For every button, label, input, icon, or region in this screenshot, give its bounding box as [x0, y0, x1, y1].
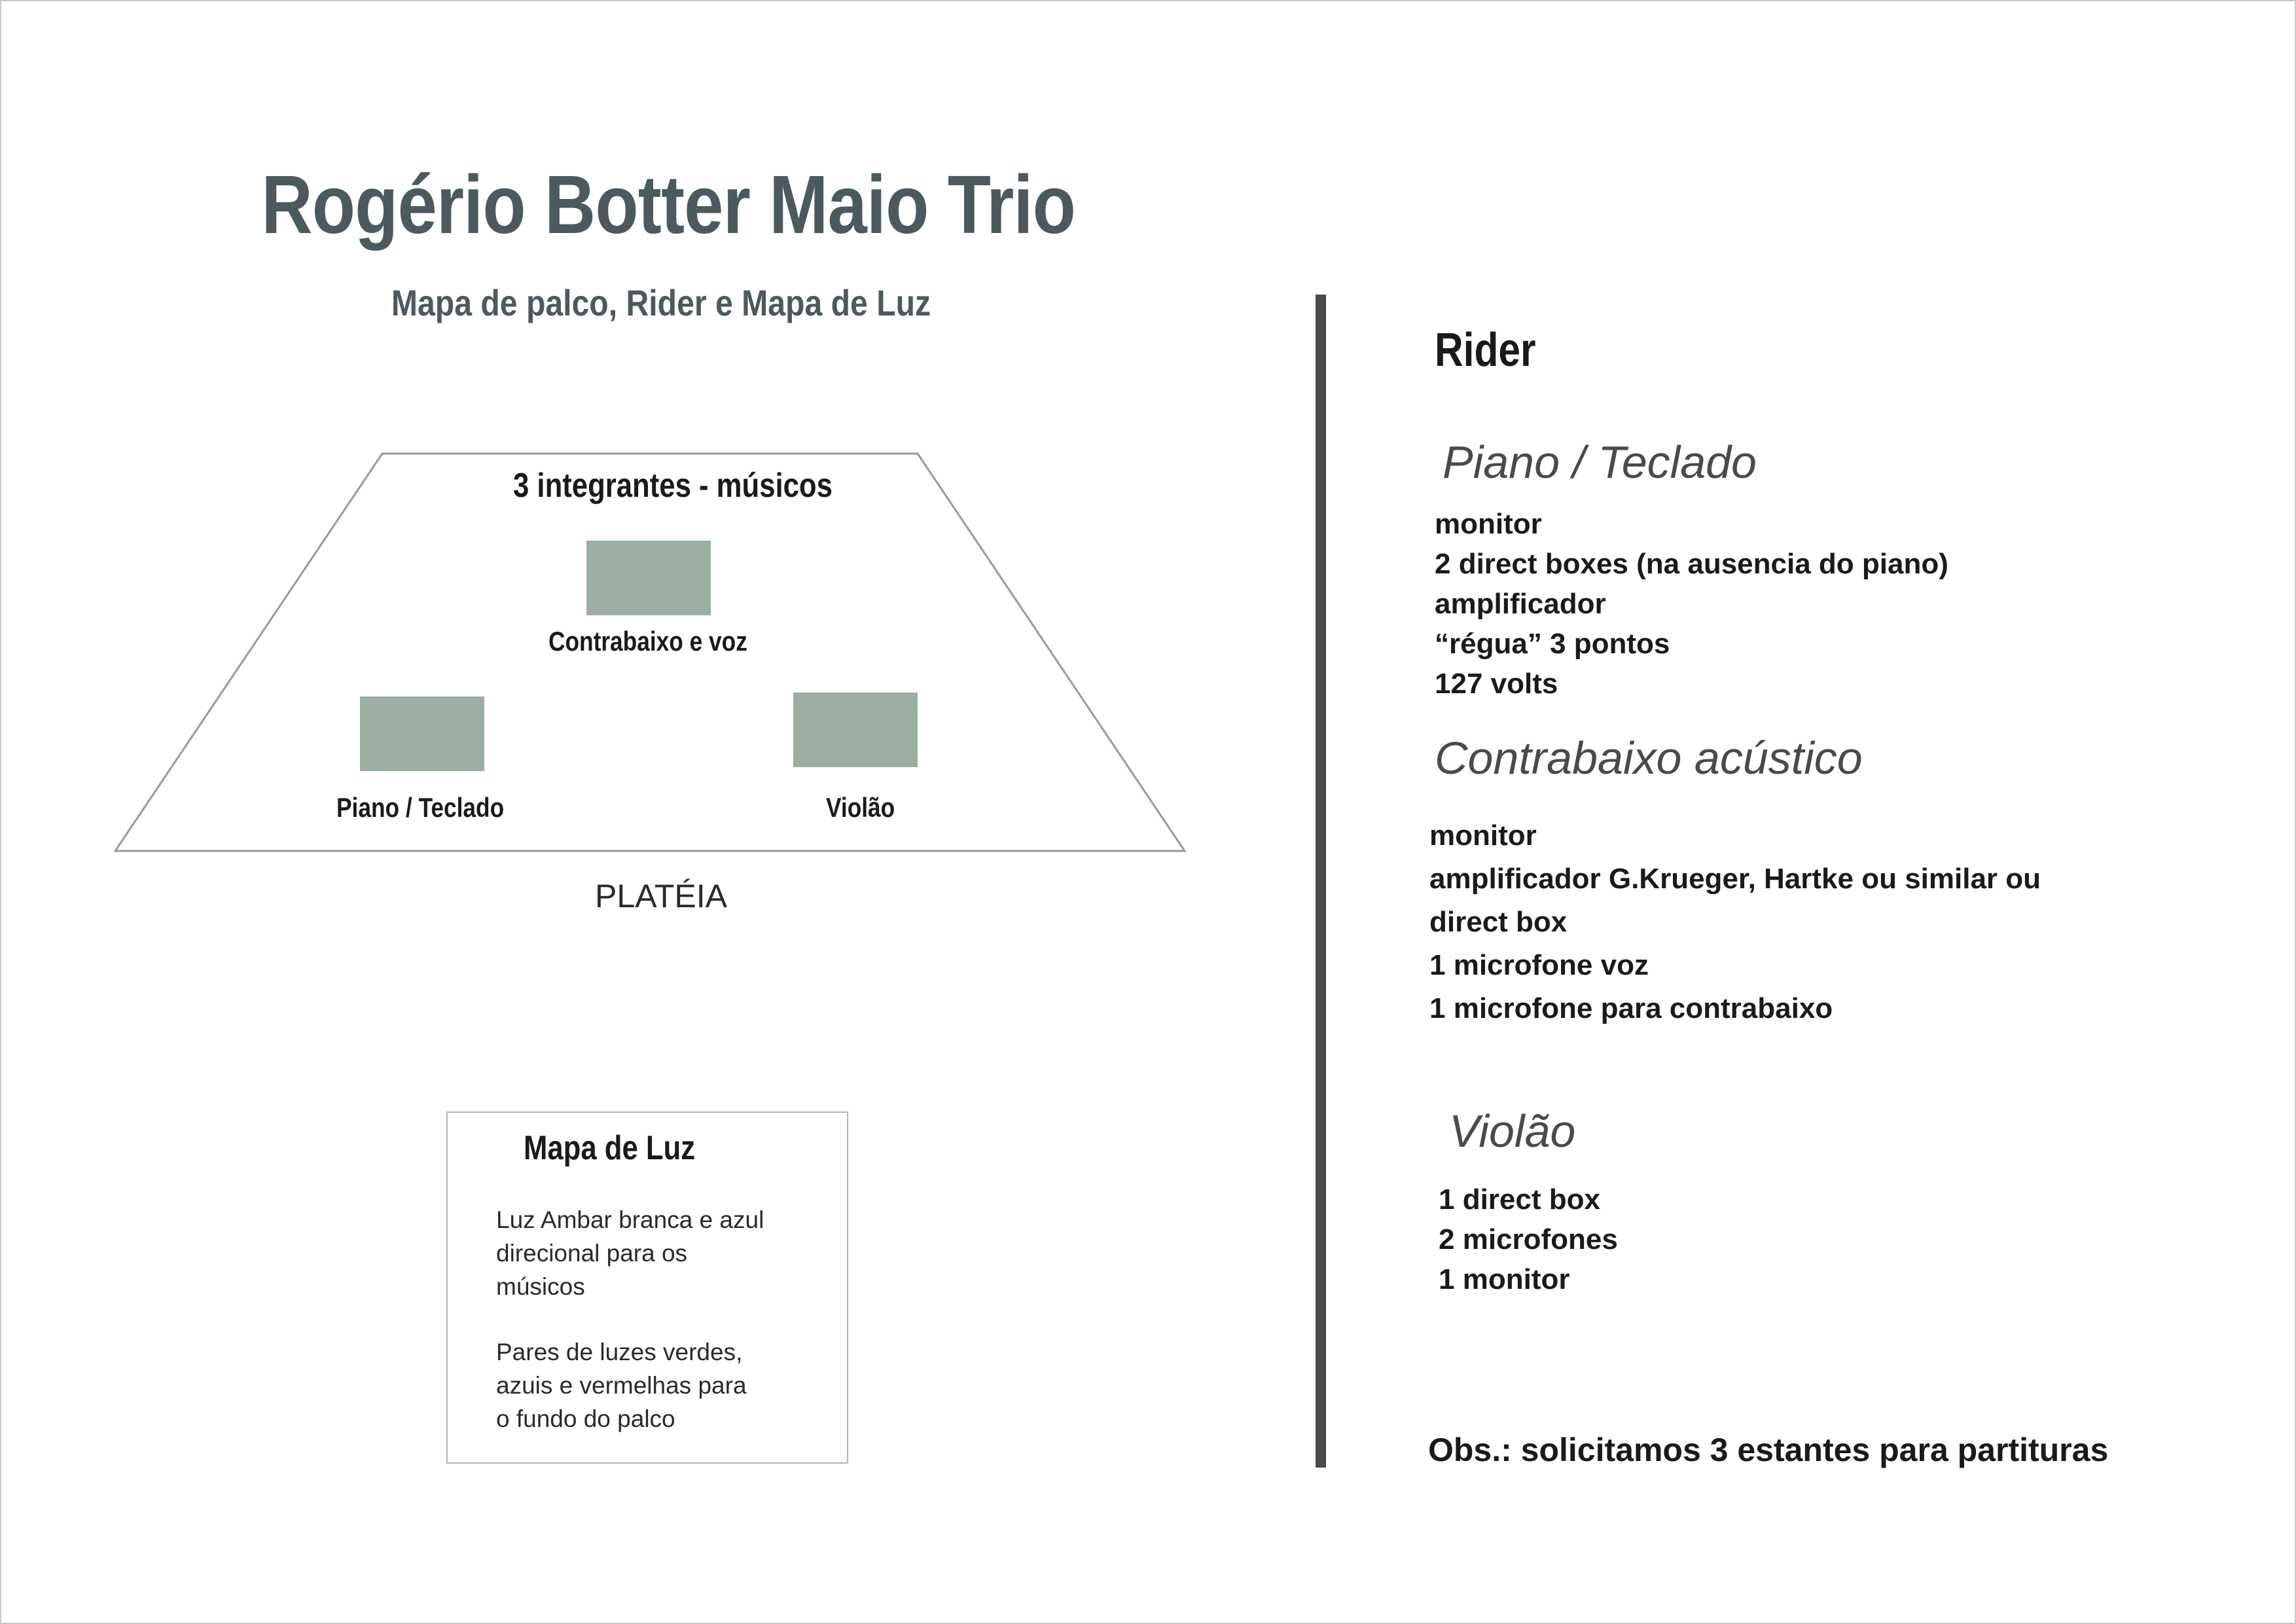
audience-label: PLATÉIA: [595, 878, 727, 914]
piano-position-label: Piano / Teclado: [336, 792, 505, 823]
list-item: 1 monitor: [1439, 1263, 1570, 1295]
list-item: 2 direct boxes (na ausencia do piano): [1435, 548, 1948, 580]
guitar-position-label: Violão: [826, 792, 895, 823]
page-title: Rogério Botter Maio Trio: [261, 158, 1076, 251]
vertical-divider: [1316, 295, 1326, 1468]
rider-bass-heading: Contrabaixo acústico: [1435, 732, 1863, 784]
list-item: 127 volts: [1435, 668, 1558, 700]
light-map-text-1: Luz Ambar branca e azul direcional para os músicos: [496, 1206, 764, 1300]
light-map-text-2: Pares de luzes verdes, azuis e vermelhas para o fundo do palco: [496, 1339, 747, 1432]
list-item: amplificador G.Krueger, Hartke ou similar ou: [1429, 863, 2041, 895]
rider-bass-list: [1429, 814, 2041, 1030]
rider-note: Obs.: solicitamos 3 estantes para partituras: [1428, 1432, 2109, 1468]
stage-heading: 3 integrantes - músicos: [513, 467, 833, 505]
rider-title: Rider: [1435, 324, 1536, 376]
light-map-panel: [446, 1111, 848, 1464]
list-item: monitor: [1429, 820, 1537, 852]
stage-map: [0, 0, 1322, 916]
page-subtitle: Mapa de palco, Rider e Mapa de Luz: [391, 282, 931, 323]
rider-piano-list: [1435, 504, 1948, 704]
guitar-position-box: [793, 693, 918, 767]
rider-guitar-heading: Violão: [1449, 1106, 1576, 1157]
list-item: 1 microfone para contrabaixo: [1429, 992, 1833, 1024]
list-item: amplificador: [1435, 588, 1606, 620]
list-item: “régua” 3 pontos: [1435, 628, 1670, 660]
list-item: 1 direct box: [1439, 1183, 1600, 1216]
list-item: monitor: [1435, 508, 1542, 540]
rider-piano-heading: Piano / Teclado: [1443, 437, 1757, 488]
light-map-title: Mapa de Luz: [524, 1129, 696, 1167]
list-item: direct box: [1429, 906, 1568, 938]
list-item: 1 microfone voz: [1429, 949, 1649, 981]
list-item: 2 microfones: [1439, 1223, 1618, 1255]
bass-position-label: Contrabaixo e voz: [548, 626, 747, 657]
rider-guitar-list: [1439, 1180, 1618, 1299]
piano-position-box: [360, 696, 484, 771]
bass-position-box: [586, 541, 711, 615]
